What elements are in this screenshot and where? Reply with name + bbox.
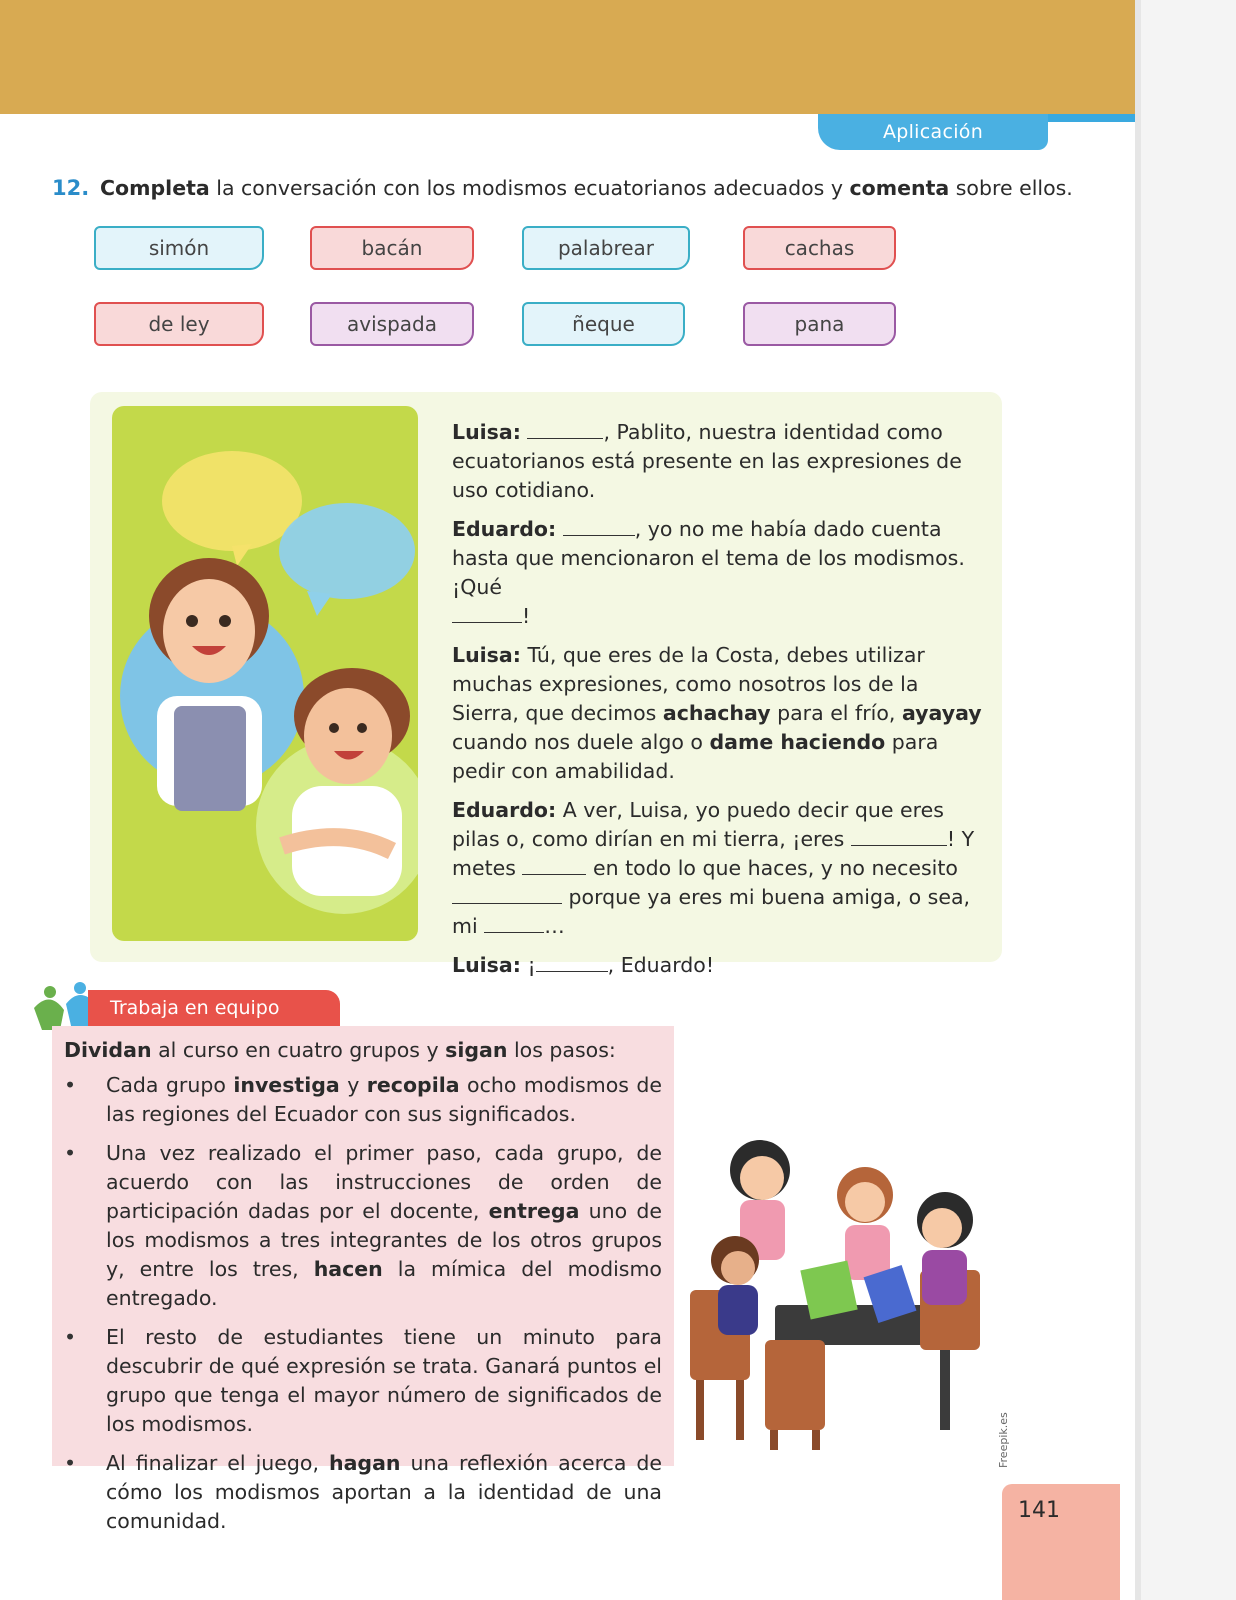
dialog-text: , Pablito, nuestra identidad como ecuatorianos está presente en las expresiones de uso cotidiano. <box>452 420 962 502</box>
dialog-text: , Eduardo! <box>607 953 715 977</box>
answer-blank[interactable] <box>563 517 635 536</box>
instruction-text: Al finalizar el juego, <box>106 1451 329 1475</box>
answer-blank[interactable] <box>484 914 544 933</box>
instruction-text: ocho modismos de las regiones del Ecuador con sus significados. <box>106 1073 662 1126</box>
dialog-text: cuando nos duele algo o <box>452 730 710 754</box>
instruction-text: al curso en cuatro grupos y <box>151 1038 446 1062</box>
answer-blank[interactable] <box>452 604 522 623</box>
answer-blank[interactable] <box>536 953 608 972</box>
word-card: simón <box>94 226 264 270</box>
dialog-text: A ver, Luisa, yo puedo decir que eres pilas o, como dirían en mi tierra, ¡eres <box>452 798 944 851</box>
instruction-text: y <box>339 1073 367 1097</box>
dialog-text: ¡ <box>520 953 536 977</box>
instruction-verb: hacen <box>313 1257 383 1281</box>
answer-blank[interactable] <box>527 420 603 439</box>
idiom-example: ayayay <box>901 701 982 725</box>
word-card: de ley <box>94 302 264 346</box>
question-number: 12. <box>52 176 90 200</box>
dialog-text: porque ya eres mi buena amiga, o sea, mi <box>452 885 971 938</box>
word-card: cachas <box>743 226 896 270</box>
word-card: palabrear <box>522 226 690 270</box>
dialog-text: en todo lo que haces, y no necesito <box>586 856 958 880</box>
instruction-verb: investiga <box>233 1073 340 1097</box>
page-margin <box>1135 0 1236 1600</box>
answer-blank[interactable] <box>851 827 947 846</box>
word-card: ñeque <box>522 302 685 346</box>
dialog-text: , yo no me había dado cuenta hasta que mencionaron el tema de los modismos. ¡Qué <box>452 517 965 599</box>
dialog-text: ! Y metes <box>452 827 975 880</box>
word-card: pana <box>743 302 896 346</box>
prompt-verb: Completa <box>100 176 210 200</box>
dialog-line <box>452 796 982 941</box>
dialog-line <box>452 515 982 631</box>
dialog-text: Tú, que eres de la Costa, debes utilizar muchas expresiones, como nosotros los de la Sierra, que decimos <box>452 643 925 725</box>
idiom-example: achachay <box>662 701 771 725</box>
instruction-verb: hagan <box>328 1451 401 1475</box>
list-item <box>64 1449 662 1536</box>
dialog-text: para el frío, <box>770 701 902 725</box>
dialog-text: para pedir con amabilidad. <box>452 730 939 783</box>
speaker-name: Eduardo: <box>452 798 557 822</box>
list-item <box>64 1323 662 1439</box>
instruction-verb: Dividan <box>64 1038 152 1062</box>
answer-blank[interactable] <box>452 885 562 904</box>
prompt-verb: comenta <box>849 176 950 200</box>
speaker-name: Eduardo: <box>452 517 557 541</box>
instruction-text: la mímica del modismo entregado. <box>106 1257 662 1310</box>
dialog-text: … <box>544 914 565 938</box>
instruction-verb: sigan <box>445 1038 508 1062</box>
instruction-verb: recopila <box>366 1073 460 1097</box>
instruction-verb: entrega <box>488 1199 580 1223</box>
conversation-illustration <box>112 406 418 941</box>
conversation-text <box>452 418 982 990</box>
instruction-text: Una vez realizado el primer paso, cada grupo, de acuerdo con las instrucciones de orden de participación dadas por el docente, <box>106 1141 662 1223</box>
question-prompt <box>100 176 1073 200</box>
section-tag: Aplicación <box>818 114 1048 150</box>
header-band <box>0 0 1135 114</box>
dialog-line <box>452 641 982 786</box>
team-intro <box>64 1036 662 1065</box>
instruction-text: Cada grupo <box>106 1073 234 1097</box>
team-instructions <box>64 1036 662 1546</box>
word-card: bacán <box>310 226 474 270</box>
dialog-line <box>452 418 982 505</box>
idiom-example: dame haciendo <box>709 730 886 754</box>
instruction-text: una reflexión acerca de cómo los modismos aportan a la identidad de una comunidad. <box>106 1451 662 1533</box>
prompt-text: la conversación con los modismos ecuatorianos adecuados y <box>209 176 850 200</box>
speaker-name: Luisa: <box>452 643 521 667</box>
prompt-text: sobre ellos. <box>949 176 1073 200</box>
children-talking-image <box>112 406 418 941</box>
word-card: avispada <box>310 302 474 346</box>
image-credit: Freepik.es <box>997 1412 1010 1468</box>
team-section-tag: Trabaja en equipo <box>88 990 340 1026</box>
steps-list <box>64 1071 662 1536</box>
dialog-line <box>452 951 982 980</box>
dialog-text: ! <box>522 604 531 628</box>
list-item <box>64 1071 662 1129</box>
instruction-text: los pasos: <box>507 1038 616 1062</box>
instruction-text: uno de los modismos a tres integrantes de los otros grupos y, entre los tres, <box>106 1199 662 1281</box>
answer-blank[interactable] <box>522 856 586 875</box>
speaker-name: Luisa: <box>452 953 521 977</box>
page-number: 141 <box>1018 1498 1060 1523</box>
speaker-name: Luisa: <box>452 420 521 444</box>
page-edge-shadow <box>1135 0 1141 1600</box>
students-working-image <box>680 1130 990 1450</box>
instruction-text: El resto de estudiantes tiene un minuto para descubrir de qué expresión se trata. Ganará puntos el grupo que tenga el mayor número de significados de los modismos. <box>106 1325 662 1436</box>
list-item <box>64 1139 662 1313</box>
